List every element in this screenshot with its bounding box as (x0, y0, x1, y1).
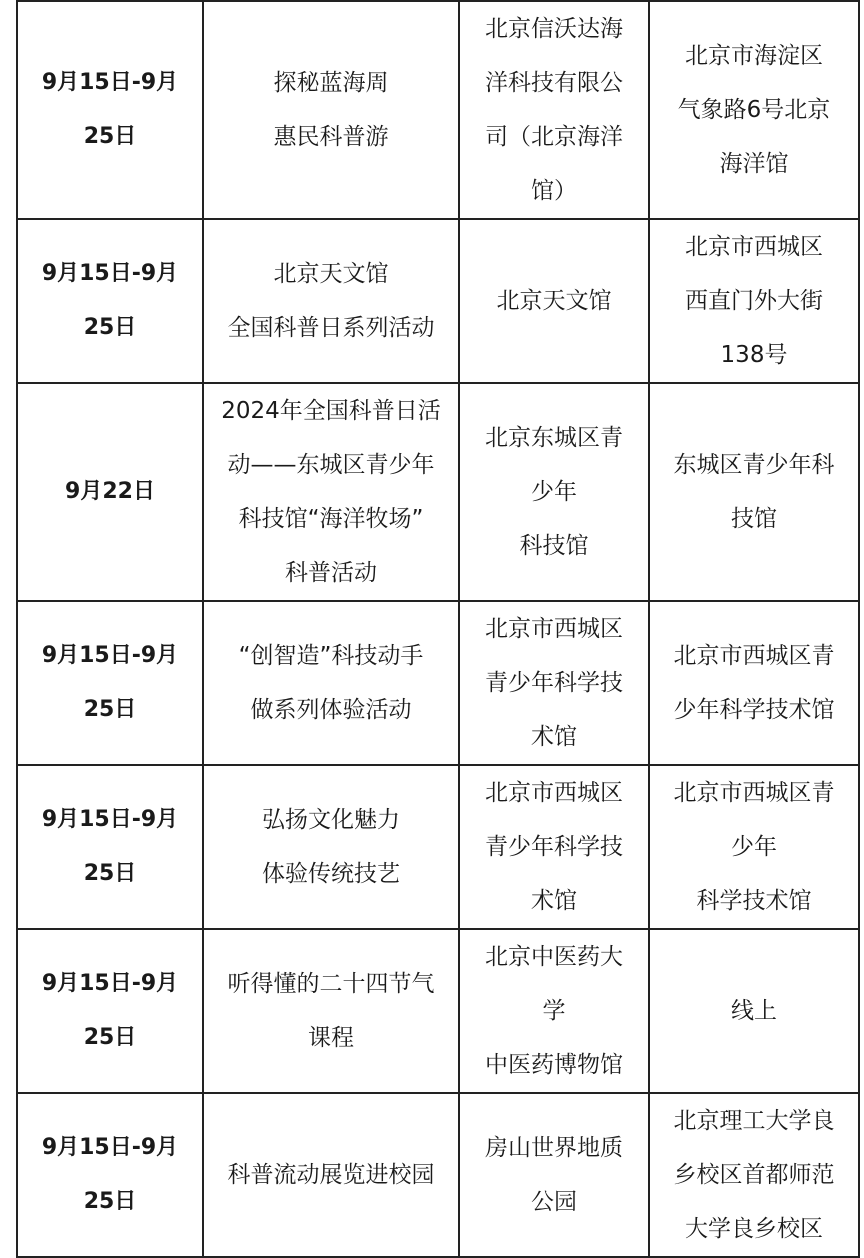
activity-cell (203, 765, 459, 929)
date-line: 9月15日-9月 (41, 1135, 179, 1160)
organizer-cell (459, 219, 649, 383)
activity-cell (203, 929, 459, 1093)
location-line: 138号 (720, 342, 788, 368)
date-line: 25日 (83, 861, 137, 886)
location-line: 技馆 (731, 506, 777, 532)
organizer-line: 北京市西城区 (485, 780, 623, 806)
activity-line: 惠民科普游 (273, 124, 389, 150)
activity-cell (203, 1, 459, 219)
organizer-line: 少年 (531, 479, 577, 505)
activity-line: 北京天文馆 (273, 261, 389, 287)
events-table (16, 0, 860, 1258)
activity-line: 动——东城区青少年 (227, 452, 435, 478)
organizer-cell (459, 383, 649, 601)
activity-cell (203, 383, 459, 601)
location-line: 少年 (731, 834, 777, 860)
location-cell (649, 765, 859, 929)
events-table-container (16, 0, 858, 1258)
date-line: 9月15日-9月 (41, 261, 179, 286)
activity-line: 体验传统技艺 (262, 861, 400, 887)
organizer-line: 北京信沃达海 (485, 16, 623, 42)
location-line: 海洋馆 (719, 151, 789, 177)
location-line: 北京理工大学良 (673, 1108, 835, 1134)
organizer-cell (459, 1093, 649, 1257)
organizer-line: 公园 (531, 1189, 577, 1215)
location-cell (649, 1093, 859, 1257)
activity-line: 科普活动 (285, 560, 377, 586)
location-line: 北京市海淀区 (685, 43, 823, 69)
table-row (17, 765, 859, 929)
table-row (17, 929, 859, 1093)
date-cell (17, 601, 203, 765)
activity-cell (203, 219, 459, 383)
table-row (17, 1, 859, 219)
organizer-line: 术馆 (531, 888, 577, 914)
date-line: 25日 (83, 697, 137, 722)
location-cell (649, 219, 859, 383)
date-cell (17, 383, 203, 601)
activity-line: 探秘蓝海周 (273, 70, 389, 96)
organizer-cell (459, 765, 649, 929)
organizer-line: 学 (542, 998, 566, 1024)
date-line: 9月15日-9月 (41, 70, 179, 95)
date-cell (17, 1093, 203, 1257)
location-line: 科学技术馆 (696, 888, 812, 914)
location-line: 少年科学技术馆 (673, 697, 835, 723)
organizer-line: 北京东城区青 (485, 425, 623, 451)
organizer-line: 青少年科学技 (485, 834, 623, 860)
organizer-line: 馆） (531, 178, 577, 204)
location-line: 北京市西城区 (685, 234, 823, 260)
activity-line: “创智造”科技动手 (238, 643, 424, 669)
date-line: 25日 (83, 124, 137, 149)
activity-line: 2024年全国科普日活 (221, 398, 441, 424)
activity-line: 听得懂的二十四节气 (227, 971, 435, 997)
table-row (17, 1093, 859, 1257)
date-line: 25日 (83, 315, 137, 340)
organizer-line: 青少年科学技 (485, 670, 623, 696)
location-cell (649, 929, 859, 1093)
date-cell (17, 219, 203, 383)
organizer-line: 洋科技有限公 (485, 70, 623, 96)
organizer-line: 房山世界地质 (485, 1135, 623, 1161)
table-row (17, 601, 859, 765)
location-line: 东城区青少年科 (673, 452, 835, 478)
date-cell (17, 1, 203, 219)
organizer-line: 司（北京海洋 (485, 124, 623, 150)
location-line: 北京市西城区青 (673, 643, 835, 669)
table-row (17, 383, 859, 601)
date-line: 25日 (83, 1189, 137, 1214)
date-line: 9月15日-9月 (41, 643, 179, 668)
location-line: 气象路6号北京 (677, 97, 831, 123)
location-line: 乡校区首都师范 (673, 1162, 835, 1188)
organizer-line: 科技馆 (519, 533, 589, 559)
date-line: 9月15日-9月 (41, 971, 179, 996)
organizer-cell (459, 1, 649, 219)
activity-cell (203, 1093, 459, 1257)
date-cell (17, 929, 203, 1093)
location-line: 北京市西城区青 (673, 780, 835, 806)
location-line: 西直门外大街 (685, 288, 823, 314)
date-line: 9月15日-9月 (41, 807, 179, 832)
activity-cell (203, 601, 459, 765)
date-line: 9月22日 (65, 479, 155, 504)
organizer-cell (459, 929, 649, 1093)
activity-line: 做系列体验活动 (250, 697, 412, 723)
location-line: 线上 (731, 998, 777, 1024)
location-cell (649, 383, 859, 601)
organizer-cell (459, 601, 649, 765)
date-line: 25日 (83, 1025, 137, 1050)
organizer-line: 术馆 (531, 724, 577, 750)
activity-line: 科普流动展览进校园 (227, 1162, 435, 1188)
location-line: 大学良乡校区 (685, 1216, 823, 1242)
activity-line: 弘扬文化魅力 (262, 807, 400, 833)
activity-line: 科技馆“海洋牧场” (238, 506, 424, 532)
location-cell (649, 1, 859, 219)
organizer-line: 中医药博物馆 (485, 1052, 623, 1078)
organizer-line: 北京市西城区 (485, 616, 623, 642)
date-cell (17, 765, 203, 929)
activity-line: 课程 (308, 1025, 354, 1051)
location-cell (649, 601, 859, 765)
activity-line: 全国科普日系列活动 (227, 315, 435, 341)
organizer-line: 北京天文馆 (496, 288, 612, 314)
table-row (17, 219, 859, 383)
organizer-line: 北京中医药大 (485, 944, 623, 970)
